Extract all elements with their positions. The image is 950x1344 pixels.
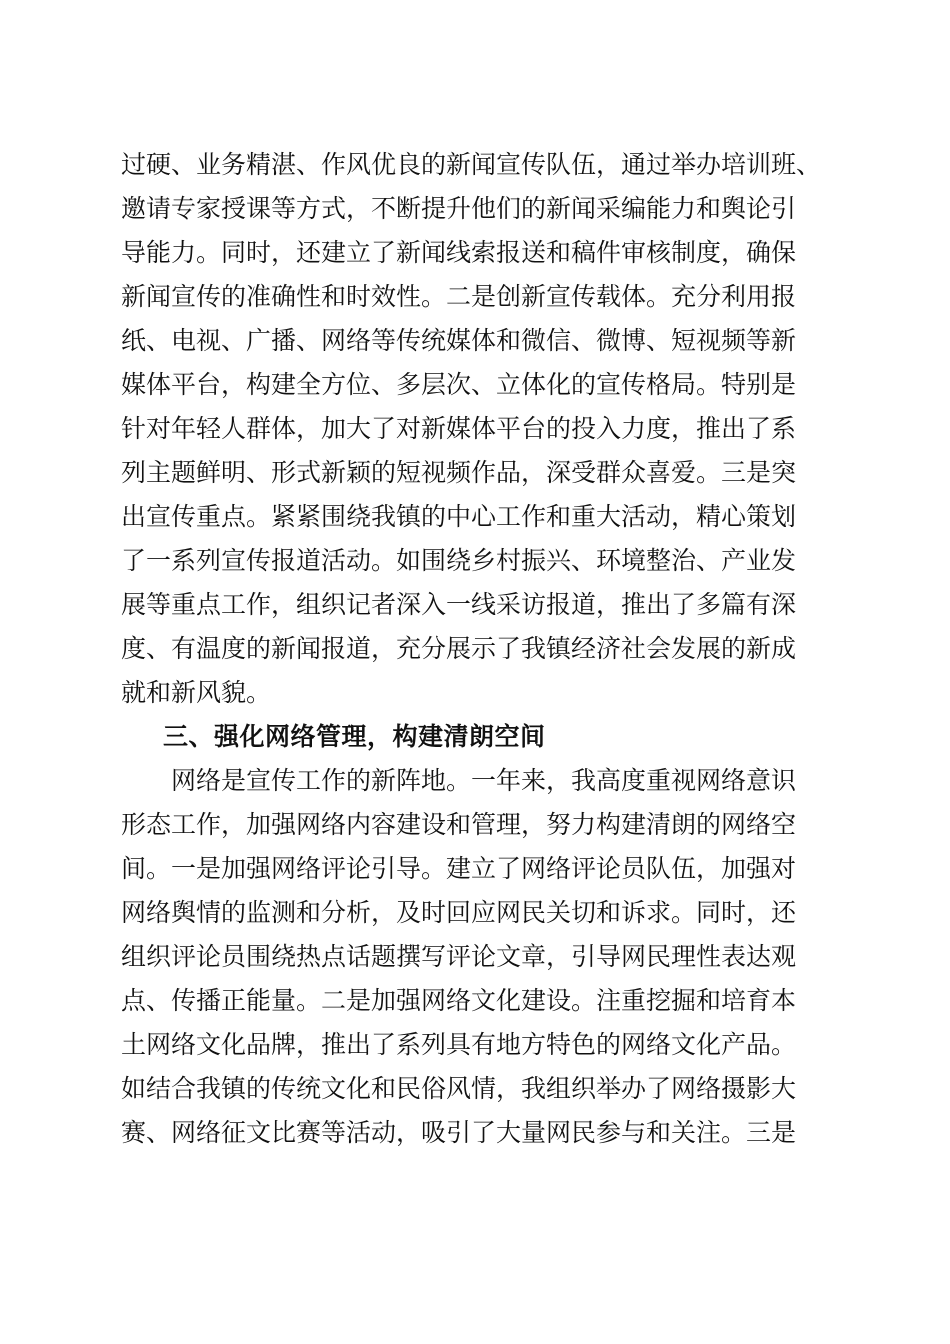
text-line: 就和新风貌。 <box>121 678 272 707</box>
text-line: 导能力。同时，还建立了新闻线索报送和稿件审核制度，确保 <box>121 238 797 267</box>
text-line: 间。一是加强网络评论引导。建立了网络评论员队伍，加强对 <box>121 854 797 883</box>
text-line: 了一系列宣传报道活动。如围绕乡村振兴、环境整治、产业发 <box>121 546 797 575</box>
text-line: 纸、电视、广播、网络等传统媒体和微信、微博、短视频等新 <box>121 326 797 355</box>
text-line: 组织评论员围绕热点话题撰写评论文章，引导网民理性表达观 <box>121 942 797 971</box>
text-line: 列主题鲜明、形式新颖的短视频作品，深受群众喜爱。三是突 <box>121 458 797 487</box>
text-line: 邀请专家授课等方式，不断提升他们的新闻采编能力和舆论引 <box>121 194 797 223</box>
text-line: 赛、网络征文比赛等活动，吸引了大量网民参与和关注。三是 <box>121 1118 797 1147</box>
text-line: 网络舆情的监测和分析，及时回应网民关切和诉求。同时，还 <box>121 898 797 927</box>
text-line: 新闻宣传的准确性和时效性。二是创新宣传载体。充分利用报 <box>121 282 797 311</box>
text-line: 展等重点工作，组织记者深入一线采访报道，推出了多篇有深 <box>121 590 797 619</box>
text-line: 出宣传重点。紧紧围绕我镇的中心工作和重大活动，精心策划 <box>121 502 797 531</box>
text-line: 如结合我镇的传统文化和民俗风情，我组织举办了网络摄影大 <box>121 1074 797 1103</box>
text-line: 针对年轻人群体，加大了对新媒体平台的投入力度，推出了系 <box>121 414 797 443</box>
text-line: 点、传播正能量。二是加强网络文化建设。注重挖掘和培育本 <box>121 986 797 1015</box>
text-line: 网络是宣传工作的新阵地。一年来，我高度重视网络意识 <box>171 766 797 795</box>
text-line: 土网络文化品牌，推出了系列具有地方特色的网络文化产品。 <box>121 1030 797 1059</box>
text-line: 度、有温度的新闻报道，充分展示了我镇经济社会发展的新成 <box>121 634 797 663</box>
text-line: 过硬、业务精湛、作风优良的新闻宣传队伍，通过举办培训班、 <box>121 150 822 179</box>
section-heading: 三、强化网络管理，构建清朗空间 <box>163 722 546 751</box>
text-line: 媒体平台，构建全方位、多层次、立体化的宣传格局。特别是 <box>121 370 797 399</box>
text-line: 形态工作，加强网络内容建设和管理，努力构建清朗的网络空 <box>121 810 797 839</box>
